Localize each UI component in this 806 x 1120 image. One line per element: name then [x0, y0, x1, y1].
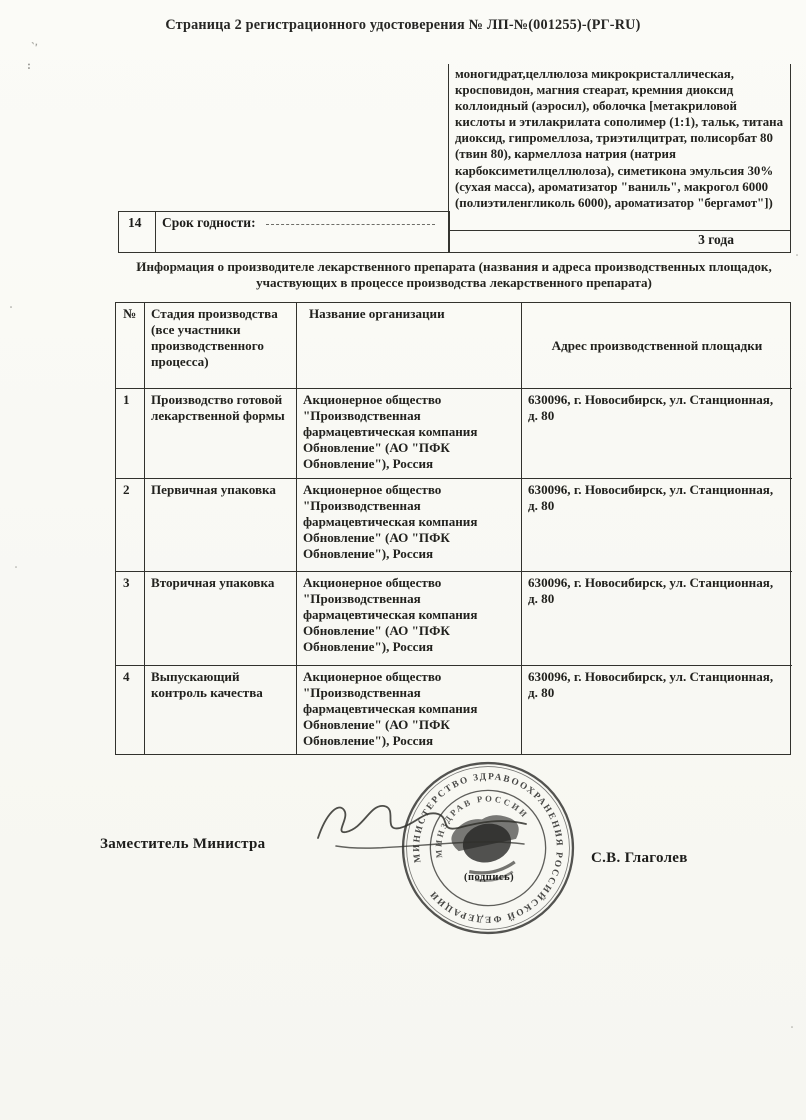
- table-row-stage: Первичная упаковка: [145, 479, 297, 572]
- table-row-address: 630096, г. Новосибирск, ул. Станционная, д. 80: [528, 669, 774, 700]
- table-row-stage: Выпускающий контроль качества: [145, 666, 297, 754]
- table-row-num: 3: [116, 572, 145, 666]
- shelf-life-row: [118, 211, 450, 253]
- scan-artifact: ·: [14, 560, 19, 574]
- header-address: Адрес производственной площадки: [522, 303, 792, 389]
- stamp-outer-textpath: МИНИСТЕРСТВО ЗДРАВООХРАНЕНИЯ РОССИЙСКОЙ ФЕДЕРАЦИИ: [412, 772, 564, 924]
- page-title: Страница 2 регистрационного удостоверения № ЛП-№(001255)-(РГ-RU): [165, 17, 641, 33]
- shelf-life-value-cell: 3 года: [448, 231, 791, 253]
- scan-artifact: `': [28, 39, 39, 55]
- signature-caption: (подпись): [464, 872, 515, 883]
- table-row-num: 2: [116, 479, 145, 572]
- table-row-num: 1: [116, 389, 145, 479]
- shelf-life-label-cell: [156, 212, 449, 252]
- table-row-num: 4: [116, 666, 145, 754]
- scan-artifact: ·: [795, 248, 800, 262]
- table-row-stage: Вторичная упаковка: [145, 572, 297, 666]
- signature-stroke: [318, 806, 526, 838]
- composition-continuation-cell: моногидрат,целлюлоза микрокристаллическая, кросповидон, магния стеарат, кремния диоксид коллоидный (аэросил), оболочка [метакриловой кислоты и этилакрилата сополимер (1:1), тальк, титана диоксид, гипромеллоза, триэтилцитрат, полисорбат 80 (твин 80), кармеллоза натрия (натрия карбоксиметилцеллюлоза), симетикона эмульсия 30% (сухая масса), ароматизатор "ваниль", макрогол 6000 (полиэтиленгликоль 6000), ароматизатор "бергамот"]): [448, 64, 791, 231]
- table-row-address: 630096, г. Новосибирск, ул. Станционная, д. 80: [522, 479, 792, 572]
- shelf-life-label: Срок годности:: [162, 215, 256, 230]
- table-row-org: Акционерное общество "Производственная фармацевтическая компания Обновление" (АО "ПФК Обновление"), Россия: [297, 479, 522, 572]
- table-row-address: 630096, г. Новосибирск, ул. Станционная, д. 80: [522, 389, 792, 479]
- table-row-stage: Производство готовой лекарственной формы: [145, 389, 297, 479]
- stamp-inner-textpath: МИНЗДРАВ РОССИИ: [433, 793, 531, 859]
- scan-artifact: ·: [9, 300, 14, 314]
- scan-artifact: ·: [790, 1020, 795, 1034]
- shelf-life-row-number: 14: [119, 212, 156, 252]
- signature: [312, 788, 547, 860]
- official-title: Заместитель Министра: [100, 836, 266, 852]
- manufacturer-table: [115, 302, 791, 755]
- header-org: Название организации: [297, 303, 522, 389]
- official-name: С.В. Глаголев: [591, 850, 688, 866]
- signature-underline: [336, 842, 524, 848]
- scan-artifact: :: [27, 58, 31, 72]
- table-row-org: Акционерное общество "Производственная фармацевтическая компания Обновление" (АО "ПФК Обновление"), Россия: [297, 572, 522, 666]
- manufacturer-info-intro: Информация о производителе лекарственного препарата (названия и адреса производственных площадок, участвующих в процессе производства лекарственного препарата): [136, 259, 772, 290]
- table-row-org: Акционерное общество "Производственная фармацевтическая компания Обновление" (АО "ПФК Обновление"), Россия: [297, 389, 522, 479]
- dashed-leader: [266, 224, 435, 225]
- header-stage: Стадия производства (все участники производственного процесса): [145, 303, 297, 389]
- table-row-org: Акционерное общество "Производственная фармацевтическая компания Обновление" (АО "ПФК Обновление"), Россия: [297, 666, 522, 754]
- header-num: №: [116, 303, 145, 389]
- table-row-address: 630096, г. Новосибирск, ул. Станционная, д. 80: [522, 572, 792, 666]
